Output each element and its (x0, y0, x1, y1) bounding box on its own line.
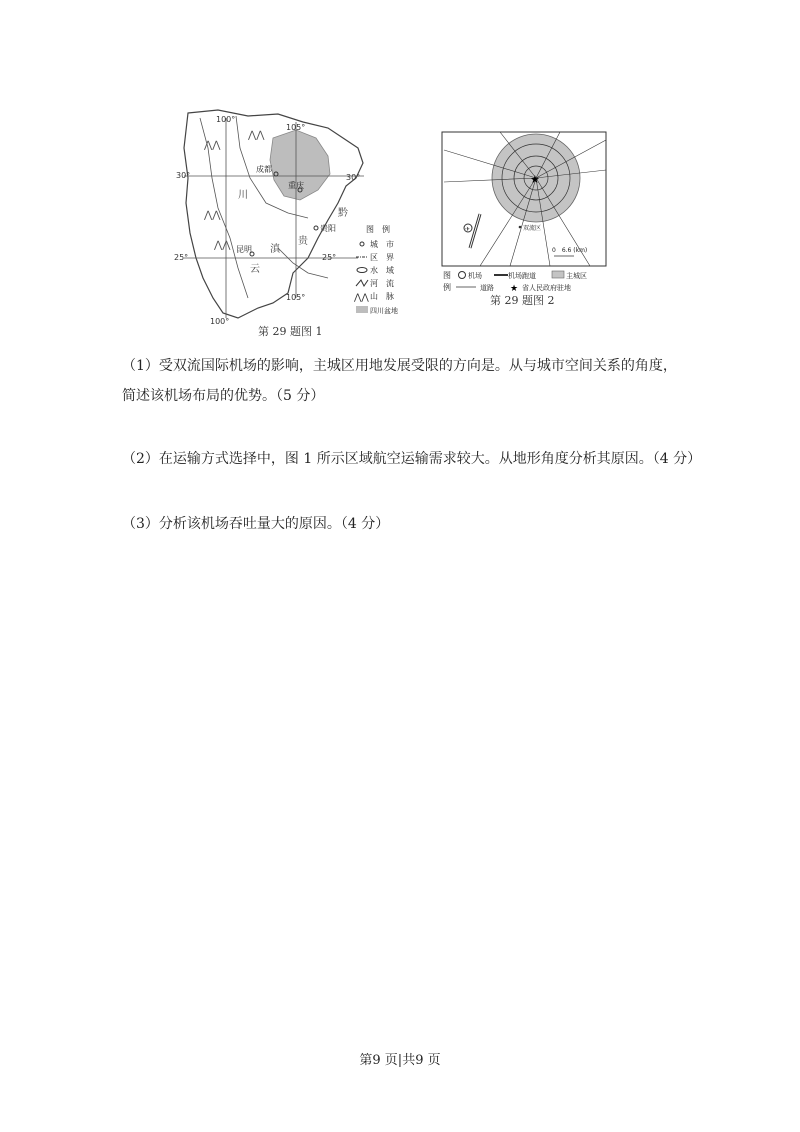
question-3: （3）分析该机场吞吐量大的原因。（4 分） (122, 516, 390, 532)
question-1-line-2: 简述该机场布局的优势。（5 分） (122, 388, 325, 404)
gov-star-icon: ★ (530, 173, 540, 186)
question-1-line-1: （1）受双流国际机场的影响，主城区用地发展受限的方向是。从与城市空间关系的角度， (122, 358, 677, 374)
map-1-legend (353, 224, 398, 315)
figure-2-caption: 第 29 题图 2 (490, 294, 555, 307)
legend-item: 省人民政府驻地 (522, 284, 571, 292)
airport-icon: ✈ (465, 226, 471, 233)
legend-item: 机场跑道 (508, 272, 536, 280)
question-2: （2）在运输方式选择中，图 1 所示区域航空运输需求较大。从地形角度分析其原因。（4 分） (122, 451, 702, 467)
lon-label: 100° (216, 115, 236, 124)
page-footer: 第9 页|共9 页 (359, 1053, 441, 1068)
lon-label: 105° (286, 123, 306, 132)
lon-label: 105° (286, 293, 306, 302)
legend-item: 主城区 (566, 272, 587, 280)
province-label: 川 (238, 190, 248, 201)
lat-label: 30° (176, 171, 191, 180)
legend-title: 图 例 (366, 225, 390, 234)
legend-item: 城 市 (370, 240, 394, 249)
province-label: 贵 (298, 236, 308, 247)
figure-1-map (174, 108, 418, 343)
city-label: 重庆 (288, 181, 304, 190)
runway-center (470, 214, 480, 248)
legend-item: 机场 (468, 272, 482, 280)
scale-label: 0 6.6 (km) (552, 247, 588, 254)
airport-icon (459, 272, 466, 279)
lat-label: 25° (174, 253, 189, 262)
province-label: 黔 (338, 208, 348, 219)
city-label: 成都 (256, 165, 272, 174)
water-icon (357, 268, 367, 273)
province-label: 滇 (270, 244, 280, 255)
district-dot (519, 226, 522, 229)
legend-label: 图 (443, 271, 451, 280)
lat-label: 25° (322, 253, 337, 262)
province-label: 云 (250, 264, 260, 275)
city-label: 贵阳 (320, 224, 336, 233)
basin-swatch (356, 306, 368, 313)
district-label: 双流区 (523, 225, 542, 232)
legend-item: 道路 (480, 284, 494, 292)
lon-label: 100° (210, 317, 230, 326)
mountain-icon: ⋀⋀ (204, 140, 221, 151)
main-city-swatch (552, 271, 564, 278)
city-icon (314, 226, 318, 230)
mountain-icon: ⋀⋀ (354, 293, 369, 303)
figure-2-map (440, 130, 608, 308)
city-label: 昆明 (236, 245, 252, 254)
map-2-legend (443, 271, 587, 294)
gov-star-icon: ★ (510, 284, 519, 294)
lat-label: 30° (346, 173, 361, 182)
legend-item: 山 脉 (370, 292, 394, 301)
mountain-icon: ⋀⋀ (214, 240, 231, 251)
mountain-icon: ⋀⋀ (248, 130, 265, 141)
legend-label: 例 (443, 283, 451, 292)
mountain-icon: ⋀⋀ (204, 210, 221, 221)
map-2-svg (440, 130, 608, 308)
city-icon (360, 242, 364, 246)
legend-item: 四川盆地 (370, 307, 398, 315)
river-icon (356, 280, 368, 286)
map-1-svg (174, 108, 418, 343)
legend-item: 水 域 (370, 266, 394, 275)
legend-item: 区 界 (370, 253, 394, 262)
figure-1-caption: 第 29 题图 1 (258, 325, 323, 338)
legend-item: 河 流 (370, 279, 394, 288)
